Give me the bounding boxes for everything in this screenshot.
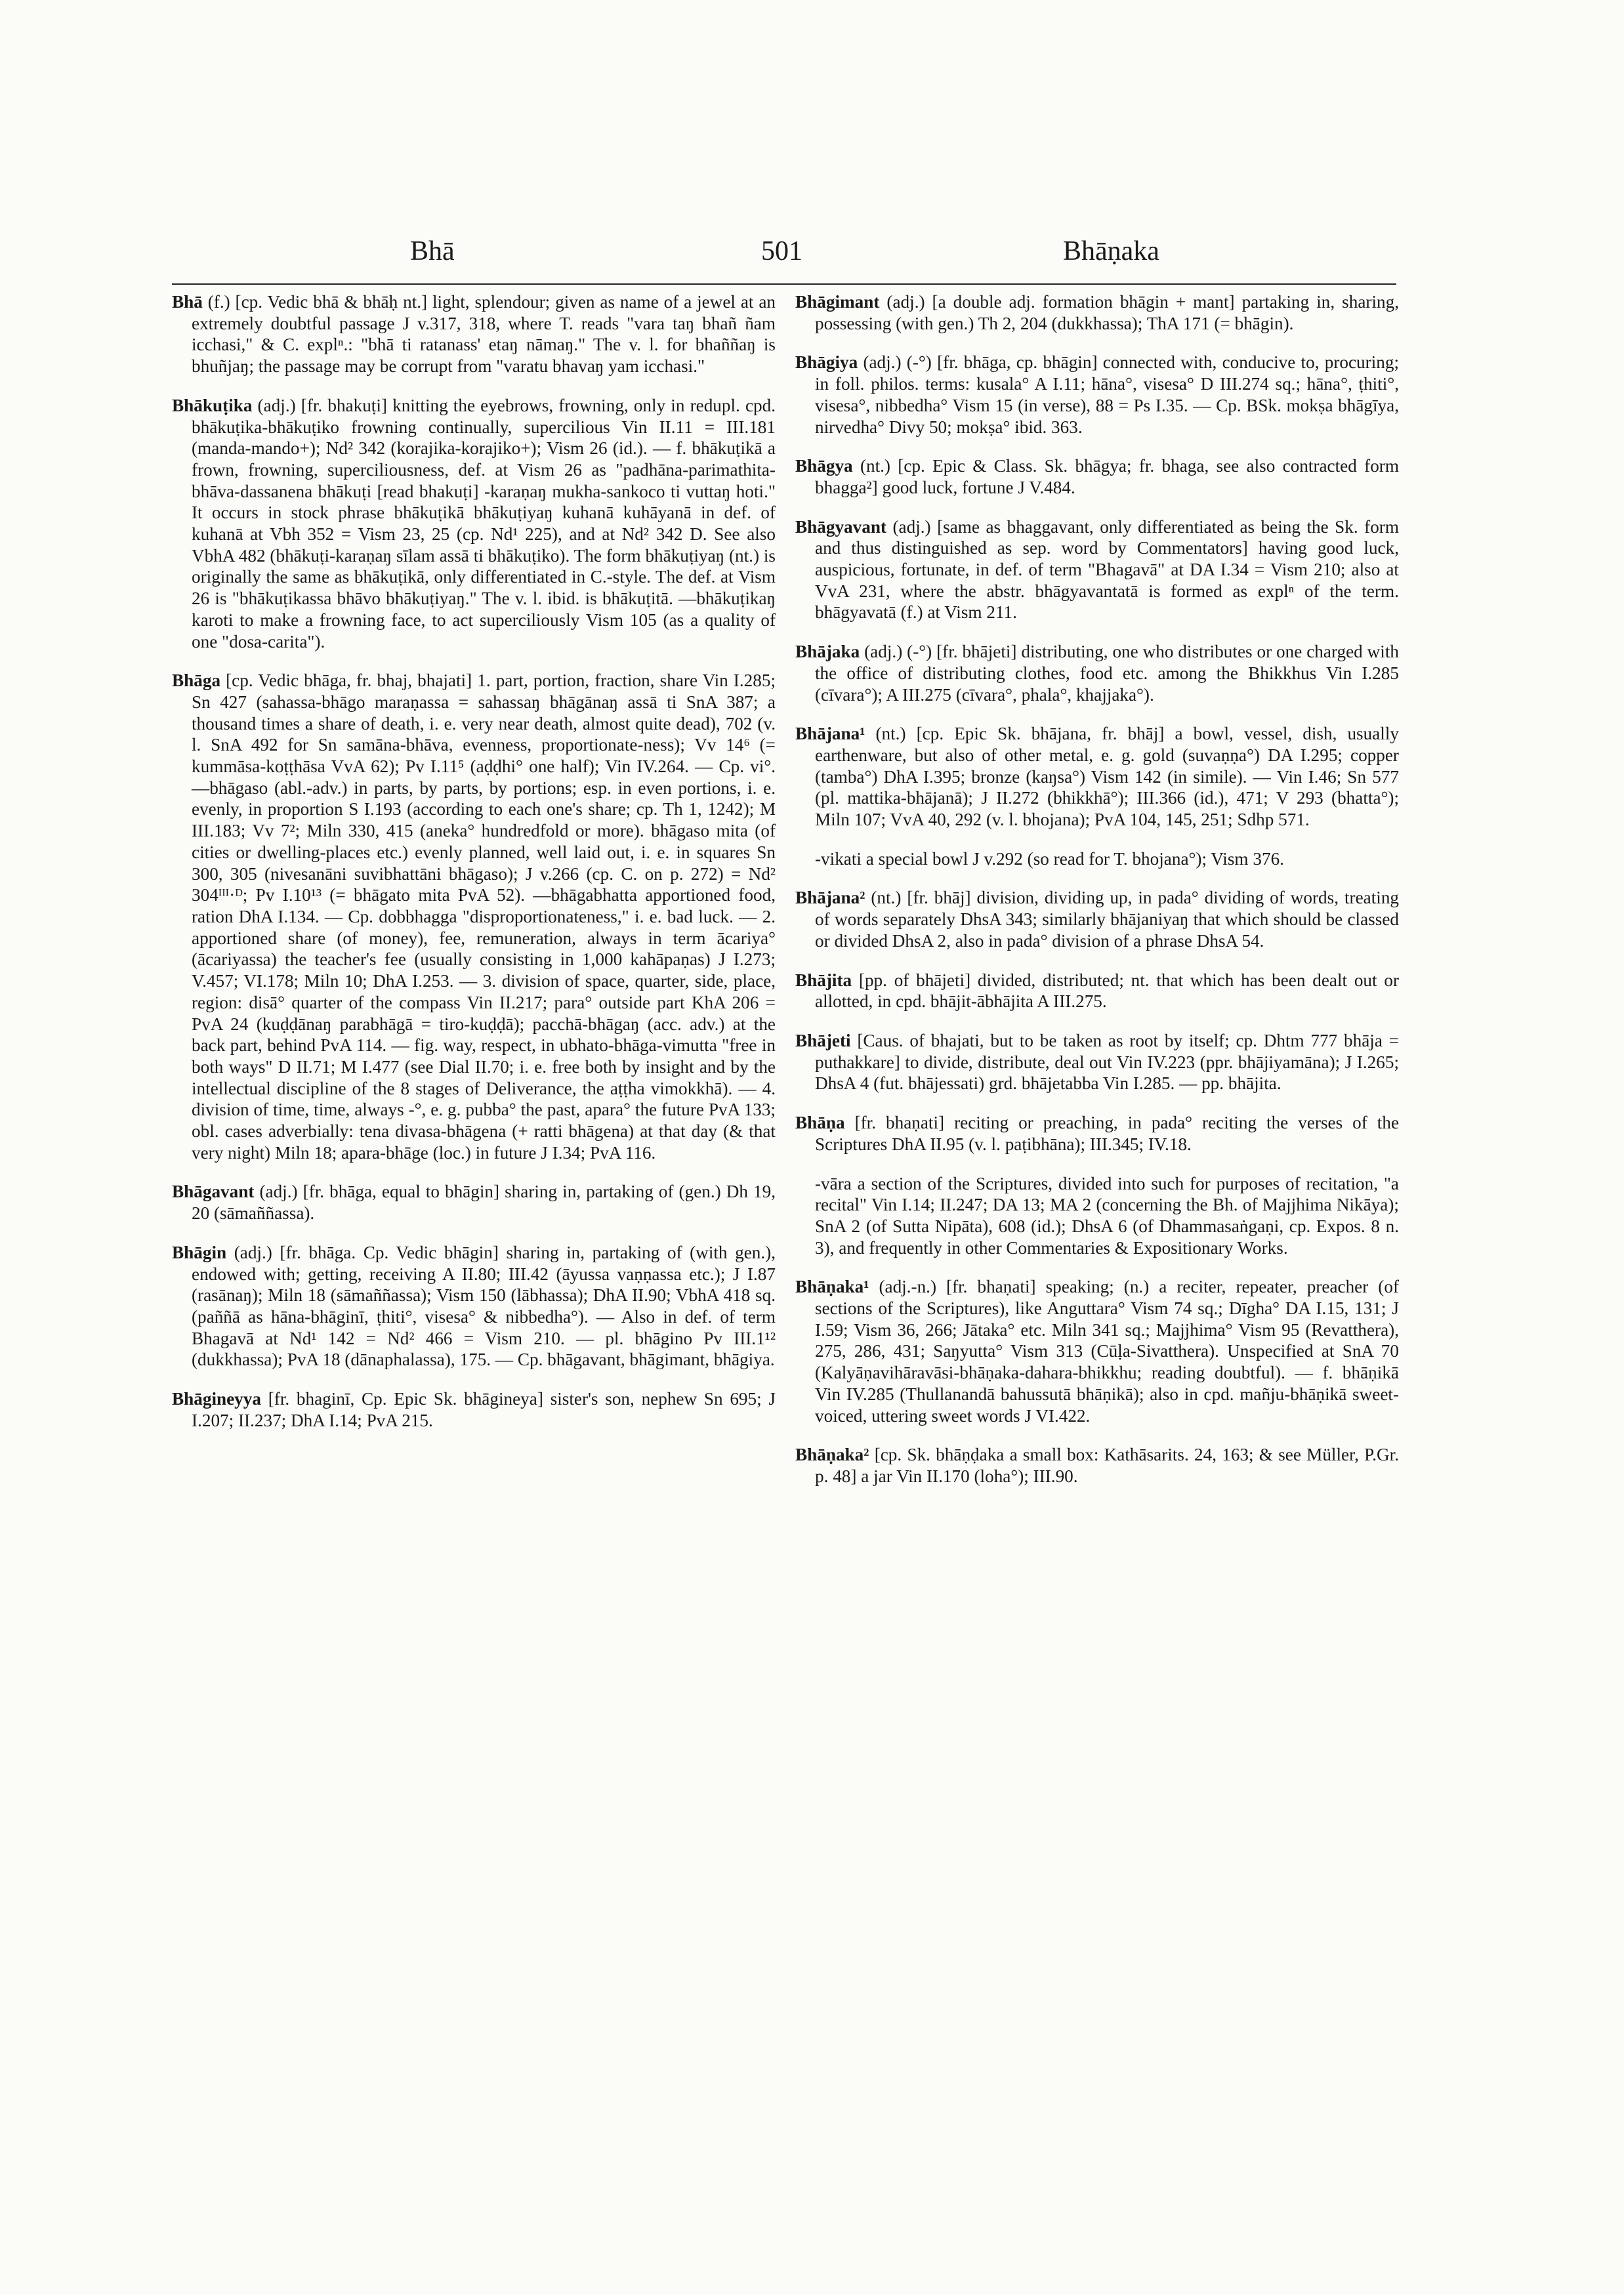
entry-definition: (adj.-n.) [fr. bhaṇati] speaking; (n.) a reciter, repeater, preacher (of sections of the Scriptures), like Anguttara° Vism 74 sq.; Dīgha° DA I.15, 131; J I.59; Vism 36, 266; Jātaka° etc. Miln 341 sq.; Majjhima° Vism 95 (Revatthera), 275, 286, 431; Saŋyutta° Vism 313 (Cūḷa-Sivatthera). Unspecified at SnA 70 (Kalyāṇavihāravāsi-bhāṇaka-dahara-bhikkhu; reading doubtful). — f. bhāṇikā Vin IV.285 (Thullanandā bahussutā bhāṇikā); also in cpd. mañju-bhāṇikā sweet-voiced, uttering sweet words J VI.422. [815, 1277, 1399, 1426]
dictionary-entry [172, 291, 776, 377]
dictionary-entry [795, 455, 1399, 498]
dictionary-entry [172, 395, 776, 652]
entry-headword: Bhājaka [795, 642, 860, 662]
entry-headword: Bhāgimant [795, 292, 880, 312]
dictionary-subentry [795, 1173, 1399, 1259]
entry-headword: Bhāga [172, 671, 221, 691]
entry-definition: -vikati a special bowl J v.292 (so read for T. bhojana°); Vism 376. [815, 848, 1284, 869]
entry-definition: (nt.) [cp. Epic & Class. Sk. bhāgya; fr. bhaga, see also contracted form bhagga²] good luck, fortune J V.484. [815, 456, 1399, 497]
dictionary-entry [795, 1444, 1399, 1487]
entry-definition: (nt.) [fr. bhāj] division, dividing up, in pada° dividing of words, treating of words separately DhsA 343; similarly bhājaniyaŋ that which should be classed or divided DhsA 2, also in pada° division of a phrase DhsA 54. [815, 888, 1400, 951]
header-rule [172, 283, 1396, 285]
entry-definition: (f.) [cp. Vedic bhā & bhāḥ nt.] light, splendour; given as name of a jewel at an extremely doubtful passage J v.317, 318, where T. reads "vara taŋ bhañ ñam icchasi," & C. explⁿ.: "bhā ti ratanass' etaŋ nāmaŋ." The v. l. for bhaññaŋ is bhuñjaŋ; the passage may be corrupt from "varatu bhavaŋ yam icchasi." [192, 292, 776, 377]
dictionary-entry [795, 352, 1399, 438]
entry-headword: Bhājita [795, 970, 852, 990]
entry-definition: [fr. bhaginī, Cp. Epic Sk. bhāgineya] sister's son, nephew Sn 695; J I.207; II.237; DhA I.14; PvA 215. [192, 1389, 776, 1430]
running-head-right: Bhāṇaka [1063, 236, 1159, 266]
dictionary-entry [795, 1112, 1399, 1155]
entry-definition: (adj.) [fr. bhāga. Cp. Vedic bhāgin] sharing in, partaking of (with gen.), endowed with; getting, receiving A II.80; III.42 (āyussa vaṇṇassa etc.); J I.87 (rasānaŋ); Miln 18 (sāmaññassa); Vism 150 (lābhassa); DhA II.90; VbhA 418 sq. (paññā as hāna-bhāginī, ṭhiti°, visesa° & nibbedha°). — Also in def. of term Bhagavā at Nd¹ 142 = Nd² 466 = Vism 210. — pl. bhāgino Pv III.1¹² (dukkhassa); PvA 18 (dānaphalassa), 175. — Cp. bhāgavant, bhāgimant, bhāgiya. [192, 1242, 776, 1370]
entry-headword: Bhākuṭika [172, 395, 253, 415]
entry-definition: [cp. Vedic bhāga, fr. bhaj, bhajati] 1. part, portion, fraction, share Vin I.285; Sn 427 (sahassa-bhāgo maraṇassa = sahassaŋ bhāgānaŋ assā ti SnA 387; a thousand times a share of death, i. e. very near death, almost quite dead), 702 (v. l. SnA 492 for Sn samāna-bhāva, evenness, proportionate-ness); Vv 14⁶ (= kummāsa-koṭṭhāsa VvA 62); Pv I.11⁵ (aḍḍhi° one half); Vin IV.264. — Cp. vi°. —bhāgaso (abl.-adv.) in parts, by parts, by portions; esp. in even portions, i. e. evenly, in proportion S I.193 (according to each one's share; cp. Th 1, 1242); M III.183; Vv 7²; Miln 330, 415 (aneka° hundredfold or more). bhāgaso mita (of cities or dwelling-places etc.) evenly planned, well laid out, i. e. in squares Sn 300, 305 (nivesanāni suvibhattāni bhāgaso); J v.266 (cp. C. on p. 272) = Nd² 304ᴵᴵᴵ·ᴰ; Pv I.10¹³ (= bhāgato mita PvA 52). —bhāgabhatta apportioned food, ration DhA I.134. — Cp. dobbhagga "disproportionateness," i. e. bad luck. — 2. apportioned share (of money), fee, remuneration, always in term ācariya° (ācariyassa) the teacher's fee (usually consisting in 1,000 kahāpaṇas) J I.273; V.457; VI.178; Miln 10; DhA I.253. — 3. division of space, quarter, side, place, region: disā° quarter of the compass Vin II.217; para° outside part KhA 206 = PvA 24 (kuḍḍānaŋ parabhāgā = tiro-kuḍḍā); pacchā-bhāgaŋ (acc. adv.) at the back part, behind PvA 114. — fig. way, respect, in ubhato-bhāga-vimutta "free in both ways" D II.71; M I.477 (see Dial II.70; i. e. free both by insight and by the intellectual discipline of the 8 stages of Deliverance, the aṭṭha vimokkhā). — 4. division of time, time, always -°, e. g. pubba° the past, apara° the future PvA 133; obl. cases adverbially: tena divasa-bhāgena (+ ratti bhāgena) at that day (& that very night) Miln 18; apara-bhāge (loc.) in future J I.34; PvA 116. [192, 671, 776, 1163]
dictionary-entry [795, 641, 1399, 705]
entry-headword: Bhāgineyya [172, 1389, 261, 1409]
dictionary-entry [172, 1181, 776, 1224]
running-head-left: Bhā [410, 236, 455, 266]
entry-definition: (nt.) [cp. Epic Sk. bhājana, fr. bhāj] a bowl, vessel, dish, usually earthenware, but also of other metal, e. g. gold (suvaṇṇa°) DA I.295; copper (tamba°) DhA I.395; bronze (kaŋsa°) Vism 142 (in simile). — Vin I.46; Sn 577 (pl. mattika-bhājanā); J II.272 (bhikkhā°); III.366 (id.), 471; V 293 (bhatta°); Miln 107; VvA 40, 292 (v. l. bhojana); PvA 104, 145, 251; Sdhp 571. [815, 724, 1399, 830]
dictionary-entry [795, 291, 1399, 334]
entry-definition: [Caus. of bhajati, but to be taken as root by itself; cp. Dhtm 777 bhāja = puthakkare] to divide, distribute, deal out Vin IV.223 (ppr. bhājiyamāna); J I.265; DhsA 4 (fut. bhājessati) grd. bhājetabba Vin I.285. — pp. bhājita. [815, 1030, 1400, 1094]
entry-definition: (adj.) (-°) [fr. bhājeti] distributing, one who distributes or one charged with the office of distributing clothes, food etc. among the Bhikkhus Vin I.285 (cīvara°); A III.275 (cīvara°, phala°, khajjaka°). [815, 642, 1399, 705]
page-number: 501 [761, 236, 802, 266]
entry-definition: (adj.) (-°) [fr. bhāga, cp. bhāgin] connected with, conducive to, procuring; in foll. philos. terms: kusala° A I.11; hāna°, visesa° D III.274 sq.; hāna°, ṭhiti°, visesa°, nibbedha° Vism 15 (in verse), 88 = Ps I.35. — Cp. BSk. mokṣa bhāgīya, nirvedha° Divy 50; mokṣa° ibid. 363. [815, 352, 1399, 437]
dictionary-entry [172, 670, 776, 1163]
entry-headword: Bhāgya [795, 456, 853, 476]
dictionary-entry [795, 1030, 1399, 1094]
dictionary-entry [795, 887, 1399, 951]
entry-definition: [pp. of bhājeti] divided, distributed; nt. that which has been dealt out or allotted, in cpd. bhājit-ābhājita A III.275. [815, 970, 1400, 1012]
entry-definition: [fr. bhaṇati] reciting or preaching, in pada° reciting the verses of the Scriptures DhA II.95 (v. l. paṭibhāna); III.345; IV.18. [815, 1113, 1400, 1154]
entry-definition: (adj.) [a double adj. formation bhāgin + mant] partaking in, sharing, possessing (with gen.) Th 2, 204 (dukkhassa); ThA 171 (= bhāgin). [815, 292, 1399, 333]
entry-definition: -vāra a section of the Scriptures, divided into such for purposes of recitation, "a recital" Vin I.14; II.247; DA 13; MA 2 (concerning the Bh. of Majjhima Nikāya); SnA 2 (of Sutta Nipāta), 608 (id.); DhsA 6 (of Dhammasaṅgaṇi, cp. Expos. 8 n. 3), and frequently in other Commentaries & Expositionary Works. [815, 1173, 1399, 1258]
entry-headword: Bhājana¹ [795, 724, 865, 744]
dictionary-entry [795, 723, 1399, 831]
entry-definition: [cp. Sk. bhāṇḍaka a small box: Kathāsarits. 24, 163; & see Müller, P.Gr. p. 48] a jar Vin II.170 (loha°); III.90. [815, 1445, 1399, 1486]
left-column [172, 291, 776, 1449]
dictionary-entry [795, 1276, 1399, 1426]
entry-headword: Bhāṇaka¹ [795, 1277, 869, 1297]
dictionary-entry [172, 1242, 776, 1371]
entry-headword: Bhāgiya [795, 352, 858, 373]
entry-headword: Bhāgavant [172, 1182, 255, 1202]
dictionary-entry [795, 970, 1399, 1012]
entry-headword: Bhājeti [795, 1030, 851, 1050]
entry-headword: Bhāgin [172, 1242, 227, 1262]
entry-headword: Bhāṇaka² [795, 1445, 869, 1465]
entry-definition: (adj.) [fr. bhakuṭi] knitting the eyebrows, frowning, only in redupl. cpd. bhākuṭika-bhākuṭiko frowning continually, supercilious Vin II.11 = III.181 (manda-mando+); Nd² 342 (korajika-korajiko+); Vism 26 (id.). — f. bhākuṭikā a frown, frowning, superciliousness, def. at Vism 26 as "padhāna-parimathita-bhāva-dassanena bhākuṭi [read bhakuṭi] -karaṇaŋ mukha-sankoco ti vuttaŋ hoti." It occurs in stock phrase bhākuṭikā bhākuṭiyaŋ kuhanā kuhāyanā in def. of kuhanā at Vbh 352 = Vism 23, 25 (cp. Nd¹ 225), and at Nd² 342 D. See also VbhA 482 (bhākuṭi-karaṇaŋ sīlam assā ti bhākuṭiko). The form bhākuṭiyaŋ (nt.) is originally the same as bhākuṭikā, only differentiated in C.-style. The def. at Vism 26 is "bhākuṭikassa bhāvo bhākuṭiyaŋ." The v. l. ibid. is bhākuṭitā. —bhākuṭikaŋ karoti to make a frowning face, to act superciliously Vism 105 (as a quality of one "dosa-carita"). [192, 395, 776, 651]
entry-headword: Bhā [172, 292, 203, 312]
dictionary-subentry [795, 848, 1399, 870]
dictionary-entry [795, 516, 1399, 624]
entry-definition: (adj.) [fr. bhāga, equal to bhāgin] sharing in, partaking of (gen.) Dh 19, 20 (sāmaññassa). [192, 1182, 776, 1224]
entry-headword: Bhāṇa [795, 1113, 845, 1133]
entry-headword: Bhāgyavant [795, 516, 886, 537]
dictionary-entry [172, 1388, 776, 1431]
entry-definition: (adj.) [same as bhaggavant, only differentiated as being the Sk. form and thus distinguished as sep. word by Commentators] having good luck, auspicious, fortunate, in def. of term "Bhagavā" at DA I.34 = Vism 210; also at VvA 231, where the abstr. bhāgyavantatā is formed as explⁿ of the term. bhāgyavatā (f.) at Vism 211. [815, 516, 1400, 623]
entry-headword: Bhājana² [795, 888, 865, 908]
right-column [795, 291, 1399, 1505]
